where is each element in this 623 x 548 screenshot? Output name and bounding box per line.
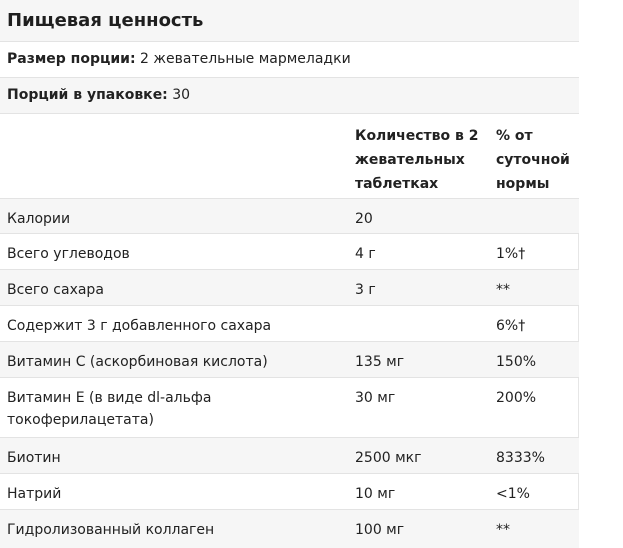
nutrient-name: Всего углеводов [7,246,130,262]
table-header-row [0,114,579,199]
servings-per-container-row [0,78,579,114]
nutrient-daily-value: <1% [496,486,530,502]
serving-size-value: 2 жевательные мармеладки [140,51,351,67]
table-row [0,510,579,548]
nutrient-name: Содержит 3 г добавленного сахара [7,318,272,334]
nutrition-title-row [0,0,579,42]
nutrient-name: Витамин E (в виде dl-альфа токоферилацетата) [7,390,212,428]
nutrient-amount: 2500 мкг [355,450,422,466]
serving-size-label: Размер порции: [7,51,136,67]
table-row [0,438,579,474]
nutrient-daily-value: 6%† [496,318,526,334]
table-row [0,199,579,234]
nutrient-name: Натрий [7,486,62,502]
nutrient-name: Всего сахара [7,282,104,298]
servings-value: 30 [172,87,191,103]
table-row [0,342,579,378]
nutrient-amount: 20 [355,211,373,227]
nutrient-daily-value: 150% [496,354,537,370]
nutrient-amount: 4 г [355,246,376,262]
nutrient-name: Гидролизованный коллаген [7,522,215,538]
servings-label: Порций в упаковке: [7,87,168,103]
table-row [0,306,579,342]
table-row [0,234,579,270]
header-daily-value: % от суточной нормы [496,128,570,192]
nutrient-name: Витамин C (аскорбиновая кислота) [7,354,268,370]
nutrient-amount: 10 мг [355,486,396,502]
nutrient-amount: 135 мг [355,354,405,370]
nutrient-daily-value: 8333% [496,450,545,466]
serving-size-row [0,42,579,78]
nutrient-daily-value: ** [496,282,510,298]
nutrient-name: Биотин [7,450,61,466]
table-row [0,270,579,306]
nutrient-amount: 100 мг [355,522,405,538]
nutrient-daily-value: 1%† [496,246,526,262]
nutrient-amount: 3 г [355,282,376,298]
table-row [0,378,579,438]
nutrient-amount: 30 мг [355,390,396,406]
table-row [0,474,579,510]
nutrient-daily-value: 200% [496,390,537,406]
nutrition-title: Пищевая ценность [7,10,204,31]
nutrient-name: Калории [7,211,71,227]
header-amount: Количество в 2 жевательных таблетках [355,128,479,192]
nutrient-daily-value: ** [496,522,510,538]
